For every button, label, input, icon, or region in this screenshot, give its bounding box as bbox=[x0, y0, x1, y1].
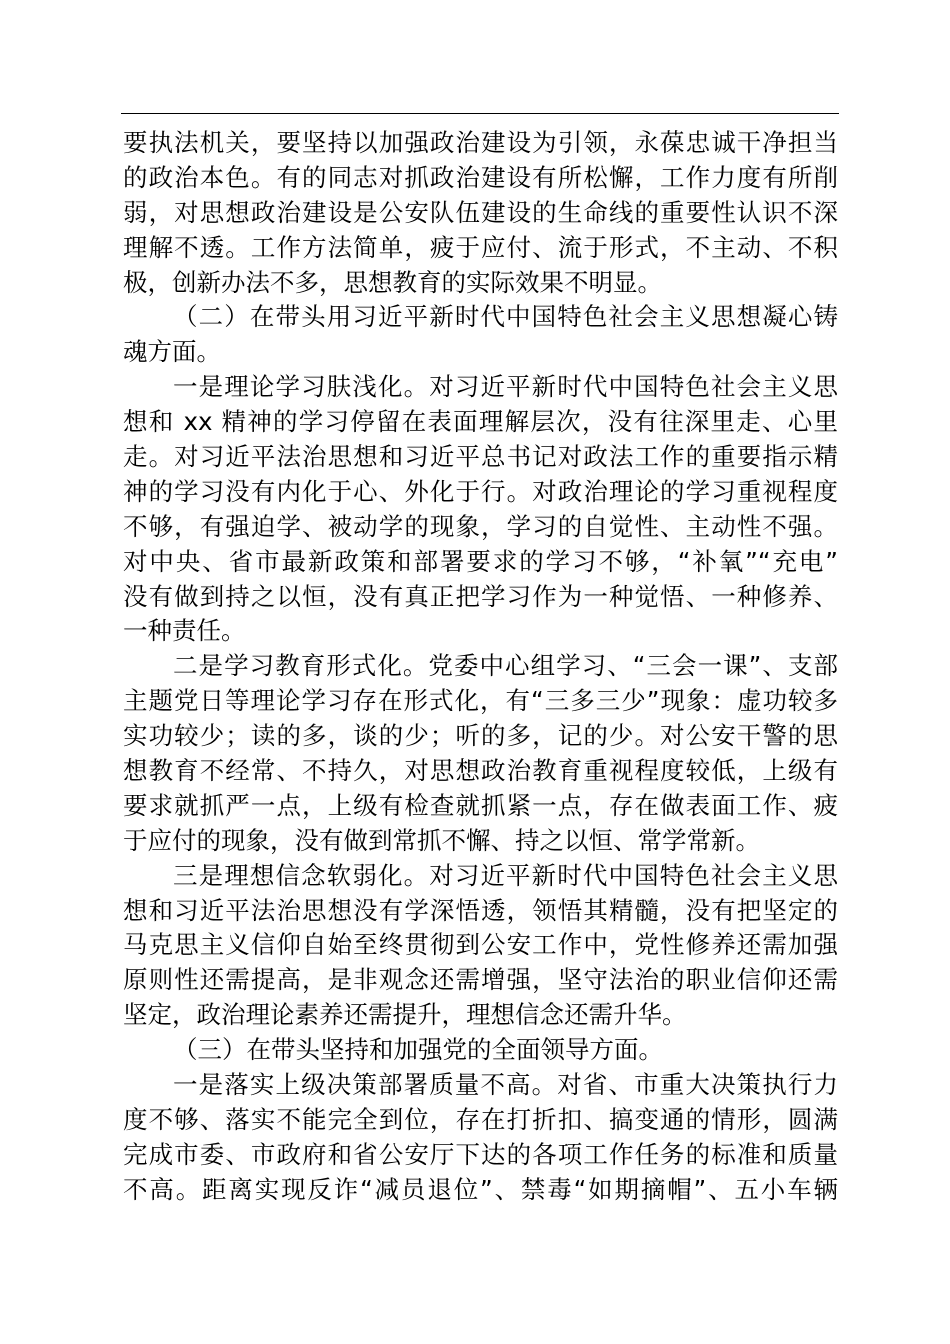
text-line: 不高。距离实现反诈“减员退位”、禁毒“如期摘帽”、五小车辆 bbox=[123, 1174, 838, 1204]
text-line: 坚定，政治理论素养还需提升，理想信念还需升华。 bbox=[123, 1000, 687, 1030]
text-line: 一是落实上级决策部署质量不高。对省、市重大决策执行力 bbox=[173, 1070, 838, 1100]
text-line: 神的学习没有内化于心、外化于行。对政治理论的学习重视程度 bbox=[123, 476, 838, 506]
text-line: 要执法机关，要坚持以加强政治建设为引领，永葆忠诚干净担当 bbox=[123, 128, 838, 157]
text-line: 走。对习近平法治思想和习近平总书记对政法工作的重要指示精 bbox=[123, 442, 838, 472]
text-line: 没有做到持之以恒，没有真正把学习作为一种觉悟、一种修养、 bbox=[123, 581, 838, 611]
text-line: 主题党日等理论学习存在形式化，有“三多三少”现象：虚功较多 bbox=[123, 686, 838, 716]
text-line: 一是理论学习肤浅化。对习近平新时代中国特色社会主义思 bbox=[173, 372, 838, 402]
text-line: 不够，有强迫学、被动学的现象，学习的自觉性、主动性不强。 bbox=[123, 511, 838, 541]
text-line: 二是学习教育形式化。党委中心组学习、“三会一课”、支部 bbox=[173, 651, 838, 681]
text-line: 要求就抓严一点，上级有检查就抓紧一点，存在做表面工作、疲 bbox=[123, 790, 838, 820]
text-line: 对中央、省市最新政策和部署要求的学习不够，“补氧”“充电” bbox=[123, 546, 838, 576]
text-line: 于应付的现象，没有做到常抓不懈、持之以恒、常学常新。 bbox=[123, 825, 760, 855]
header-rule bbox=[121, 113, 839, 114]
section-heading-line: （三）在带头坚持和加强党的全面领导方面。 bbox=[173, 1035, 663, 1065]
text-line: 理解不透。工作方法简单，疲于应付、流于形式，不主动、不积 bbox=[123, 232, 838, 262]
text-line: 一种责任。 bbox=[123, 616, 246, 646]
text-line: 实功较少；读的多，谈的少；听的多，记的少。对公安干警的思 bbox=[123, 721, 838, 751]
text-line: 想教育不经常、不持久，对思想政治教育重视程度较低，上级有 bbox=[123, 756, 838, 786]
text-line: 原则性还需提高，是非观念还需增强，坚守法治的职业信仰还需 bbox=[123, 965, 838, 995]
body-text bbox=[123, 126, 838, 1208]
text-line: 弱，对思想政治建设是公安队伍建设的生命线的重要性认识不深 bbox=[123, 197, 838, 227]
text-line: 想和习近平法治思想没有学深悟透，领悟其精髓，没有把坚定的 bbox=[123, 895, 838, 925]
section-heading-line: 魂方面。 bbox=[123, 337, 221, 367]
text-line: 想和 xx 精神的学习停留在表面理解层次，没有往深里走、心里 bbox=[123, 407, 838, 437]
text-line: 三是理想信念软弱化。对习近平新时代中国特色社会主义思 bbox=[173, 860, 838, 890]
text-line: 极，创新办法不多，思想教育的实际效果不明显。 bbox=[123, 267, 662, 297]
text-line: 完成市委、市政府和省公安厅下达的各项工作任务的标准和质量 bbox=[123, 1139, 838, 1169]
section-heading-line: （二）在带头用习近平新时代中国特色社会主义思想凝心铸 bbox=[173, 302, 838, 332]
text-line: 马克思主义信仰自始至终贯彻到公安工作中，党性修养还需加强 bbox=[123, 930, 838, 960]
text-line: 的政治本色。有的同志对抓政治建设有所松懈，工作力度有所削 bbox=[123, 162, 838, 192]
text-line: 度不够、落实不能完全到位，存在打折扣、搞变通的情形，圆满 bbox=[123, 1104, 838, 1134]
